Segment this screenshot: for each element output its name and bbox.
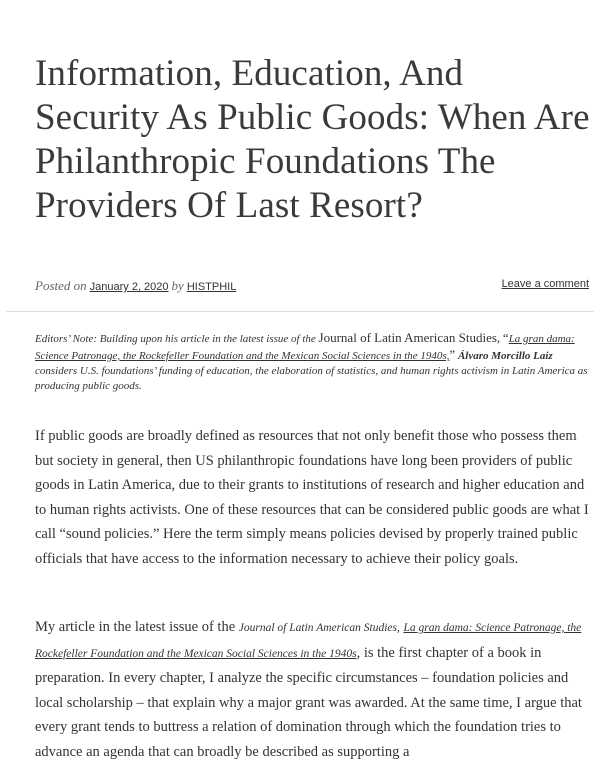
by-label: by xyxy=(171,278,184,293)
editors-note-intro: Editors’ Note: Building upon his article in the latest issue of the xyxy=(35,333,316,345)
journal-name: Journal of Latin American Studies, xyxy=(318,330,501,345)
body-paragraph-1: If public goods are broadly defined as resources that not only benefit those who possess them but society in general, then US philanthropic foundations have long been providers of public goods in Latin America, due to their grants to institutions of research and higher education and to human rights activists. One of these resources that can be considered public goods are what I call “sound policies.” Here the term simply means policies devised by properly trained public officials that have access to the information necessary to achieve their policy goals. xyxy=(35,428,589,567)
post-meta xyxy=(35,278,595,294)
p2-intro: My article in the latest issue of the xyxy=(35,619,236,635)
posted-on-label: Posted on xyxy=(35,278,87,293)
article-title: Information, Education, And Security As Public Goods: When Are Philanthropic Foundations The Providers Of Last Resort? xyxy=(35,53,590,226)
editors-note xyxy=(35,330,591,394)
author-name: Álvaro Morcillo Laiz xyxy=(457,350,553,362)
leave-comment-link[interactable]: Leave a comment xyxy=(501,278,589,290)
editors-note-summary: considers U.S. foundations’ funding of education, the elaboration of statistics, and human rights activism in Latin America as producing public goods. xyxy=(35,365,588,392)
post-date-link[interactable]: January 2, 2020 xyxy=(89,281,169,293)
author-link[interactable]: HISTPHIL xyxy=(186,281,237,293)
p2-article-link[interactable]: La gran dama: Science Patronage, the Rockefeller Foundation and the Mexican Social Sciences in the 1940s xyxy=(35,622,582,660)
divider xyxy=(6,311,594,312)
article-link-subtitle: : Science Patronage, the Rockefeller Foundation and the Mexican Social Sciences in the 1940s, xyxy=(35,333,575,362)
close-quote: ” xyxy=(449,347,456,362)
body-paragraph-2 xyxy=(35,615,591,764)
open-quote: “ xyxy=(502,330,509,345)
p2-rest: , is the first chapter of a book in preparation. In every chapter, I analyze the specific circumstances – foundation policies and local scholarship – that explain why a major grant was awarded. At the same time, I argue that every grant tends to buttress a relation of domination through which the foundation tries to advance an agenda that can broadly be described as supporting a xyxy=(35,644,582,760)
article-link-title: La gran dama xyxy=(508,333,572,345)
p2-journal: Journal of Latin American Studies, xyxy=(238,622,400,634)
